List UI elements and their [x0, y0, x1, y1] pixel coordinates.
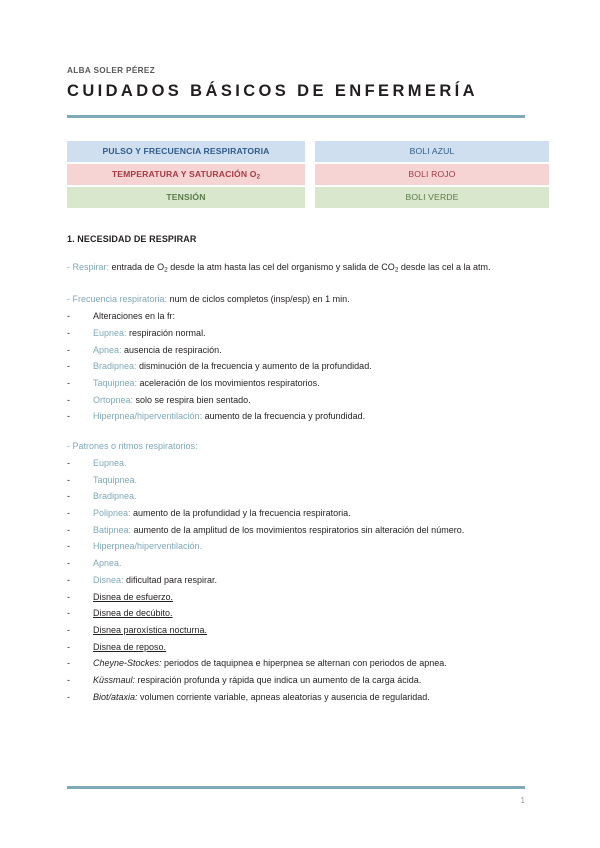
- term-hiperpnea: Hiperpnea/hiperventilación.: [93, 541, 203, 552]
- list-item: [67, 673, 525, 687]
- legend-measure-cell: TENSIÓN: [67, 187, 305, 208]
- bullet-dash: -: [67, 378, 70, 389]
- term-patrones-ritmos: Patrones o ritmos respiratorios:: [72, 440, 198, 451]
- bullet-dash: -: [67, 440, 70, 451]
- bullet-dash: -: [67, 641, 70, 652]
- item-text: aceleración de los movimientos respiratorios.: [137, 378, 320, 389]
- bullet-dash: -: [67, 591, 70, 602]
- list-item: [67, 359, 525, 373]
- document-content: [67, 66, 525, 704]
- bullet-dash: -: [67, 261, 70, 272]
- bullet-dash: -: [67, 658, 70, 669]
- bullet-dash: -: [67, 675, 70, 686]
- list-item: [67, 376, 525, 390]
- bullet-dash: -: [67, 311, 70, 322]
- list-item: [67, 539, 525, 553]
- disnea-paroxistica-nocturna: Disnea paroxística nocturna.: [93, 624, 208, 635]
- table-row: [67, 187, 549, 208]
- list-item: [67, 309, 525, 323]
- list-item: [67, 409, 525, 423]
- list-item: [67, 489, 525, 503]
- bullet-dash: -: [67, 344, 70, 355]
- term-eupnea: Eupnea:: [93, 327, 127, 338]
- bullet-dash: -: [67, 411, 70, 422]
- definition-frecuencia: [67, 292, 525, 307]
- item-text: periodos de taquipnea e hiperpnea se alternan con periodos de apnea.: [161, 658, 447, 669]
- term-hiperpnea: Hiperpnea/hiperventilación:: [93, 411, 203, 422]
- bullet-dash: -: [67, 574, 70, 585]
- bullet-dash: -: [67, 624, 70, 635]
- term-eupnea: Eupnea.: [93, 457, 127, 468]
- term-apnea: Apnea.: [93, 558, 122, 569]
- list-item: [67, 506, 525, 520]
- bullet-dash: -: [67, 558, 70, 569]
- definition-text-part3: desde las cel a la atm.: [398, 261, 491, 272]
- table-row: [67, 141, 549, 162]
- term-apnea: Apnea:: [93, 344, 122, 355]
- legend-pen-cell: BOLI AZUL: [315, 141, 549, 162]
- list-item: [67, 556, 525, 570]
- list-item: [67, 606, 525, 620]
- alteraciones-label: Alteraciones en la fr:: [93, 311, 176, 322]
- legend-measure-text: TEMPERATURA Y SATURACIÓN O: [111, 168, 257, 179]
- item-text: volumen corriente variable, apneas aleatorias y ausencia de regularidad.: [137, 691, 430, 702]
- list-item: [67, 393, 525, 407]
- table-cell-separator: [305, 141, 315, 162]
- table-cell-separator: [305, 164, 315, 185]
- legend-table: [67, 139, 549, 210]
- item-text: aumento de la profundidad y la frecuencia respiratoria.: [130, 507, 351, 518]
- list-item: [67, 656, 525, 670]
- term-taquipnea: Taquipnea.: [93, 474, 138, 485]
- patrones-list: [67, 456, 525, 587]
- subscript-two: 2: [394, 266, 399, 274]
- legend-measure-cell: PULSO Y FRECUENCIA RESPIRATORIA: [67, 141, 305, 162]
- term-biot-ataxia: Biot/ataxia:: [93, 691, 138, 702]
- bullet-dash: -: [67, 361, 70, 372]
- definition-patrones: [67, 439, 525, 454]
- bullet-dash: -: [67, 327, 70, 338]
- definition-text-part2: desde la atm hasta las cel del organismo y salida de CO: [167, 261, 395, 272]
- term-polipnea: Polipnea:: [93, 507, 131, 518]
- definition-text: num de ciclos completos (insp/esp) en 1 min.: [167, 294, 350, 305]
- document-header: [67, 66, 525, 118]
- term-kussmaul: Küssmaul:: [93, 675, 136, 686]
- list-item: [67, 523, 525, 537]
- footer-accent-rule: [67, 786, 525, 789]
- definition-text-part1: entrada de O: [109, 261, 165, 272]
- bullet-dash: -: [67, 491, 70, 502]
- bullet-dash: -: [67, 608, 70, 619]
- list-item: [67, 640, 525, 654]
- list-item: [67, 473, 525, 487]
- header-accent-rule: [67, 115, 525, 118]
- subscript-two: 2: [164, 266, 168, 274]
- bullet-dash: -: [67, 524, 70, 535]
- term-respirar: Respirar:: [72, 261, 110, 272]
- item-text: respiración normal.: [126, 327, 206, 338]
- item-text: respiración profunda y rápida que indica un aumento de la carga ácida.: [135, 675, 422, 686]
- term-disnea: Disnea:: [93, 574, 124, 585]
- alteraciones-list-wrapper: [67, 309, 525, 323]
- list-item: [67, 623, 525, 637]
- item-text: ausencia de respiración.: [121, 344, 222, 355]
- term-bradipnea: Bradipnea.: [93, 491, 137, 502]
- bullet-dash: -: [67, 294, 70, 305]
- term-bradipnea: Bradipnea:: [93, 361, 137, 372]
- list-item: [67, 573, 525, 587]
- author-name: ALBA SOLER PÉREZ: [67, 66, 156, 75]
- item-text: dificultad para respirar.: [123, 574, 218, 585]
- item-text: disminución de la frecuencia y aumento de la profundidad.: [136, 361, 372, 372]
- table-row: [67, 164, 549, 185]
- alteraciones-list: [67, 326, 525, 424]
- page-title: CUIDADOS BÁSICOS DE ENFERMERÍA: [67, 82, 478, 101]
- bullet-dash: -: [67, 691, 70, 702]
- legend-measure-cell: [67, 164, 305, 185]
- page-number: 1: [520, 796, 525, 805]
- definition-respirar: [67, 260, 525, 276]
- bullet-dash: -: [67, 474, 70, 485]
- term-frecuencia-respiratoria: Frecuencia respiratoria:: [72, 294, 168, 305]
- term-cheyne-stockes: Cheyne-Stockes:: [93, 658, 162, 669]
- disnea-list: [67, 590, 525, 654]
- subscript-two: 2: [256, 173, 261, 181]
- term-batipnea: Batipnea:: [93, 524, 132, 535]
- term-ortopnea: Ortopnea:: [93, 394, 134, 405]
- disnea-decubito: Disnea de decúbito.: [93, 608, 173, 619]
- term-taquipnea: Taquipnea:: [93, 378, 138, 389]
- list-item: [67, 690, 525, 704]
- legend-pen-cell: BOLI ROJO: [315, 164, 549, 185]
- item-text: aumento de la frecuencia y profundidad.: [202, 411, 366, 422]
- bullet-dash: -: [67, 457, 70, 468]
- section-heading: 1. NECESIDAD DE RESPIRAR: [67, 233, 197, 244]
- list-item: [67, 343, 525, 357]
- item-text: aumento de la amplitud de los movimientos respiratorios sin alteración del número.: [131, 524, 465, 535]
- table-cell-separator: [305, 187, 315, 208]
- list-item: [67, 326, 525, 340]
- bullet-dash: -: [67, 541, 70, 552]
- disnea-esfuerzo: Disnea de esfuerzo.: [93, 591, 174, 602]
- list-item: [67, 456, 525, 470]
- legend-pen-cell: BOLI VERDE: [315, 187, 549, 208]
- bullet-dash: -: [67, 394, 70, 405]
- ritmos-italic-list: [67, 656, 525, 704]
- bullet-dash: -: [67, 507, 70, 518]
- disnea-reposo: Disnea de reposo.: [93, 641, 167, 652]
- list-item: [67, 590, 525, 604]
- item-text: solo se respira bien sentado.: [133, 394, 251, 405]
